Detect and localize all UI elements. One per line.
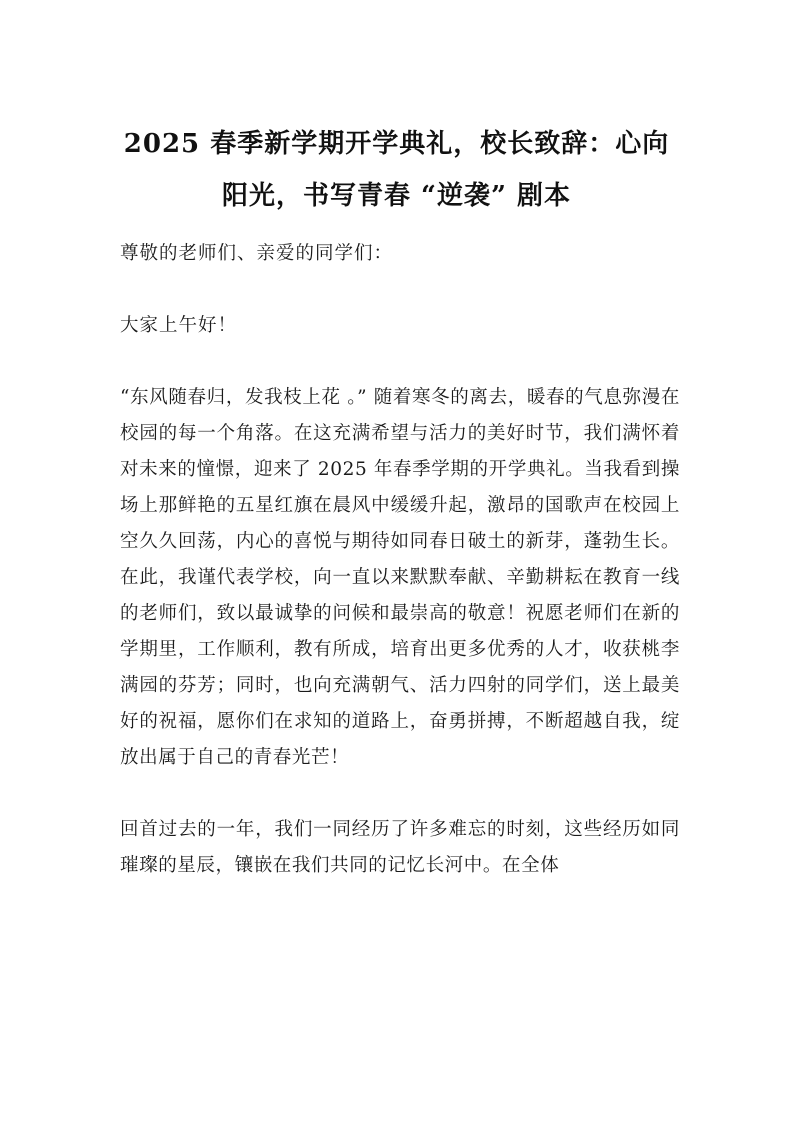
body-paragraph: “东风随春归，发我枝上花 。” 随着寒冬的离去，暖春的气息弥漫在校园的每一个角落。在这充满希望与活力的美好时节，我们满怀着对未来的憧憬，迎来了 2025 年春季学期的开学典礼。当我看到操场上那鲜艳的五星红旗在晨风中缓缓升起，激昂的国歌声在校园上空久久回荡，内心的喜悦与期待如同春日破土的新芽，蓬勃生长。在此，我谨代表学校，向一直以来默默奉献、辛勤耕耘在教育一线的老师们，致以最诚挚的问候和最崇高的敬意！祝愿老师们在新的学期里，工作顺利，教有所成，培育出更多优秀的人才，收获桃李满园的芬芳；同时，也向充满朝气、活力四射的同学们，送上最美好的祝福，愿你们在求知的道路上，奋勇拼搏，不断超越自我，绽放出属于自己的青春光芒！ [120, 387, 680, 768]
greeting: 大家上午好！ [120, 315, 238, 336]
body-paragraph: 回首过去的一年，我们一同经历了许多难忘的时刻，这些经历如同璀璨的星辰，镶嵌在我们共同的记忆长河中。在全体 [120, 819, 680, 876]
title-line-2: 阳光，书写青春 “逆袭” 剧本 [221, 181, 571, 211]
document-body [120, 236, 680, 920]
salutation: 尊敬的老师们、亲爱的同学们： [120, 243, 394, 264]
title-line-1: 2025 春季新学期开学典礼，校长致辞：心向 [123, 129, 670, 159]
document-title [110, 118, 683, 222]
